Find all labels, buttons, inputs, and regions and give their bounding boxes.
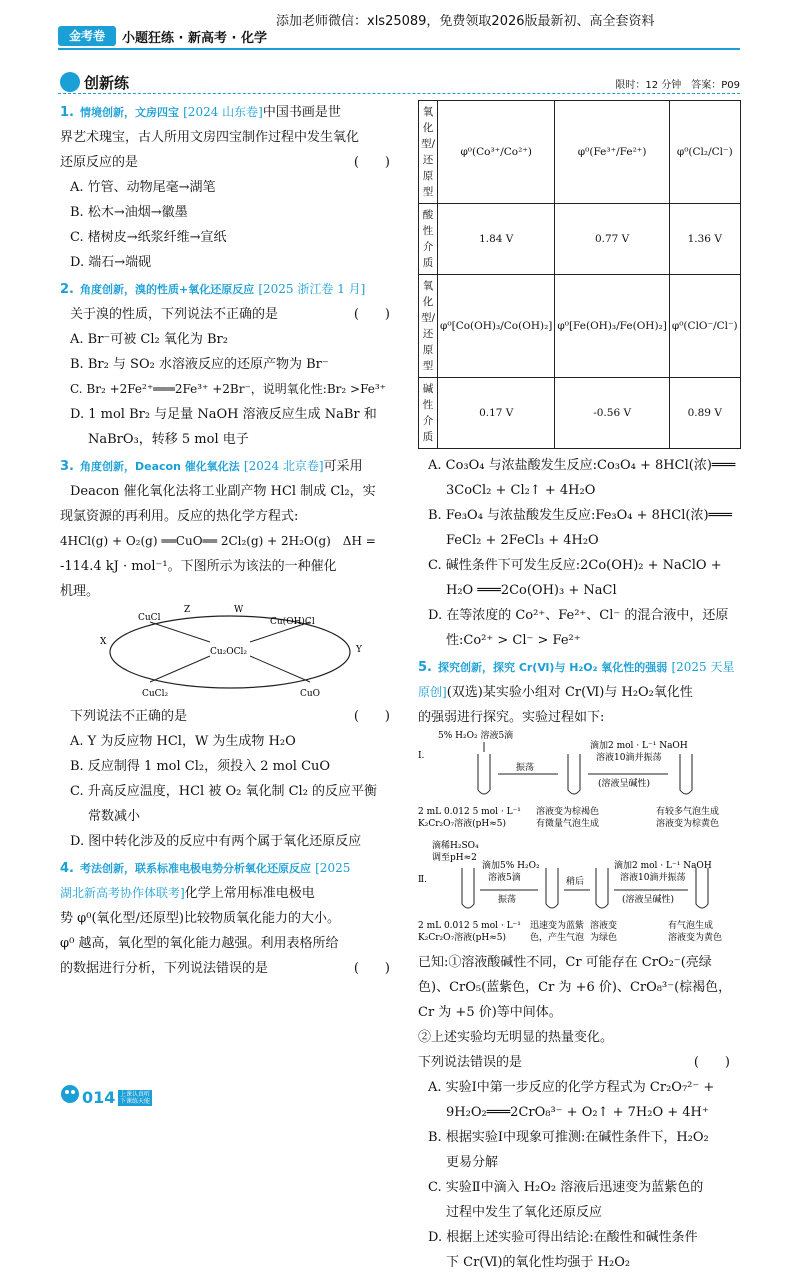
exp2-step3b: 溶液10滴并振荡 — [620, 873, 686, 883]
right-column — [418, 100, 740, 1275]
series-badge: 金考卷 — [58, 26, 116, 46]
q2-answer-blank: ( ) — [353, 307, 390, 322]
exp2-step3a: 滴加2 mol · L⁻¹ NaOH — [614, 861, 712, 871]
q1-stem-1: 中国书画是世 — [262, 105, 341, 120]
q3-option-a: A. Y 为反应物 HCl，W 为生成物 H₂O — [70, 734, 296, 749]
q5-known-4: ②上述实验均无明显的热量变化。 — [418, 1030, 614, 1045]
watermark-text: 添加老师微信：xls25089，免费领取2026版最新初、高全套资料 — [276, 14, 655, 29]
q4-source: [2025 — [315, 861, 351, 875]
table-cell: 0.17 V — [438, 378, 555, 449]
exp2-step1c: 振荡 — [498, 895, 517, 905]
series-title: 小题狂练 · 新高考 · 化学 — [122, 31, 267, 46]
exp2-tube-4 — [696, 868, 708, 908]
q3-ask: 下列说法不正确的是 — [70, 709, 188, 724]
exp1-b3a: 有较多气泡生成 — [656, 807, 720, 817]
exp1-b3b: 溶液变为棕黄色 — [656, 819, 720, 829]
q5-option-c-2: 过程中发生了氧化还原反应 — [446, 1205, 603, 1220]
q1-option-b: B. 松木→油烟→徽墨 — [70, 205, 188, 220]
exp1-b1b: K₂Cr₂O₇溶液(pH≈5) — [418, 819, 507, 829]
header-rule — [58, 48, 740, 50]
table-cell: 0.77 V — [555, 204, 669, 275]
q4-option-c-1: C. 碱性条件下可发生反应:2Co(OH)₂ + NaClO + — [428, 558, 722, 573]
q2-option-d-2: NaBrO₃，转移 5 mol 电子 — [88, 432, 249, 447]
q5-option-a-2: 9H₂O₂═══2CrO₈³⁻ + O₂↑ + 7H₂O + 4H⁺ — [446, 1105, 709, 1120]
q5-number: 5. — [418, 660, 432, 675]
table-cell: 1.84 V — [438, 204, 555, 275]
table-cell: 酸性介质 — [419, 204, 438, 275]
exp2-tube-1 — [462, 868, 474, 908]
q5-option-d-2: 下 Cr(Ⅵ)的氧化性均强于 H₂O₂ — [446, 1255, 631, 1270]
diagram-label-x: X — [100, 637, 107, 647]
q4-option-b-1: B. Fe₃O₄ 与浓盐酸发生反应:Fe₃O₄ + 8HCl(浓)═══ — [428, 508, 732, 523]
q2-tag: 角度创新，溴的性质+氧化还原反应 — [79, 283, 255, 296]
q5-option-c-1: C. 实验Ⅱ中滴入 H₂O₂ 溶液后迅速变为蓝紫色的 — [428, 1180, 704, 1195]
exp2-b4a: 有气泡生成 — [668, 921, 714, 931]
catalytic-cycle-diagram — [60, 604, 400, 704]
question-3 — [60, 454, 400, 854]
q2-option-a: A. Br⁻可被 Cl₂ 氧化为 Br₂ — [70, 332, 228, 347]
exp2-b2b: 色，产生气泡 — [530, 933, 585, 943]
table-cell: 氧化型/还原型 — [419, 275, 438, 378]
q5-source-2: 原创] — [418, 685, 447, 699]
question-4 — [60, 856, 400, 981]
q2-stem: 关于溴的性质，下列说法不正确的是 — [70, 307, 279, 322]
diagram-label-z: Z — [184, 605, 191, 615]
q4-answer-blank: ( ) — [353, 961, 390, 976]
footer-tag — [118, 1090, 152, 1106]
table-cell: 碱性介质 — [419, 378, 438, 449]
q5-stem-1: (双选)某实验小组对 Cr(Ⅵ)与 H₂O₂氧化性 — [446, 685, 693, 700]
footer-tag-line-2: 下课练天能 — [120, 1098, 151, 1105]
q2-source: [2025 浙江卷 1 月] — [258, 282, 366, 296]
q1-source: [2024 山东卷] — [183, 105, 263, 119]
exp2-b3a: 溶液变 — [590, 921, 618, 931]
q3-answer-blank: ( ) — [353, 709, 390, 724]
page-number: 014 — [82, 1088, 116, 1107]
q5-tag: 探究创新，探究 Cr(Ⅵ)与 H₂O₂ 氧化性的强弱 — [437, 661, 668, 674]
table-row — [419, 101, 741, 204]
exp2-b2a: 迅速变为蓝紫 — [530, 921, 585, 931]
q4-option-a-2: 3CoCl₂ + Cl₂↑ + 4H₂O — [446, 483, 596, 498]
exp1-step2b: 溶液10滴并振荡 — [596, 753, 662, 763]
exp1-step1: 振荡 — [516, 763, 535, 773]
question-5 — [418, 655, 740, 1275]
q5-known-3: Cr 为 +5 价)等中间体。 — [418, 1005, 562, 1020]
exp2-b3b: 为绿色 — [590, 933, 618, 943]
diagram-label-cucl2: CuCl₂ — [142, 689, 169, 699]
q1-stem-3: 还原反应的是 — [60, 155, 139, 170]
q5-known-2: 色)、CrO₅(蓝紫色，Cr 为 +6 价)、CrO₈³⁻(棕褐色， — [418, 980, 732, 995]
exp2-b4b: 溶液变为黄色 — [668, 933, 723, 943]
q4-number: 4. — [60, 861, 74, 876]
section-rule — [58, 93, 740, 94]
exp1-b2a: 溶液变为棕褐色 — [536, 807, 600, 817]
q4-source-2: 湖北新高考协作体联考] — [60, 886, 185, 900]
left-column — [60, 100, 400, 981]
exp2-b1b: K₂Cr₂O₇溶液(pH≈5) — [418, 933, 507, 943]
exp2-step1b: 溶液5滴 — [488, 873, 521, 883]
q1-option-a: A. 竹管、动物尾毫→湖笔 — [70, 180, 216, 195]
table-cell: φ⁰(Fe³⁺/Fe²⁺) — [555, 101, 669, 204]
q4-tag: 考法创新，联系标准电极电势分析氧化还原反应 — [79, 862, 311, 875]
q5-stem-2: 的强弱进行探究。实验过程如下: — [418, 710, 605, 725]
section-icon — [60, 72, 80, 92]
q1-stem-2: 界艺术瑰宝，古人所用文房四宝制作过程中发生氧化 — [60, 130, 360, 145]
mascot-icon — [58, 1082, 82, 1112]
exp2-b1a: 2 mL 0.012 5 mol · L⁻¹ — [418, 921, 521, 931]
table-cell: φ⁰[Co(OH)₃/Co(OH)₂] — [438, 275, 555, 378]
q3-stem-4: 机理。 — [60, 584, 100, 599]
q3-option-d: D. 图中转化涉及的反应中有两个属于氧化还原反应 — [70, 834, 362, 849]
experiment-2-diagram — [418, 838, 740, 950]
q5-source: [2025 天星 — [671, 660, 735, 674]
q1-tag: 情境创新，文房四宝 — [79, 106, 179, 119]
q2-option-c: C. Br₂ +2Fe²⁺═══2Fe³⁺ +2Br⁻，说明氧化性:Br₂ >Fe³⁺ — [70, 382, 386, 396]
q1-number: 1. — [60, 105, 74, 120]
diagram-label-w: W — [234, 605, 244, 615]
q5-ask: 下列说法错误的是 — [418, 1055, 523, 1070]
exp1-label: Ⅰ. — [418, 751, 425, 761]
q5-known-1: 已知:①溶液酸碱性不同，Cr 可能存在 CrO₂⁻(亮绿 — [418, 955, 712, 970]
q3-equation-2: -114.4 kJ · mol⁻¹。下图所示为该法的一种催化 — [60, 559, 337, 574]
q4-option-c-2: H₂O ═══2Co(OH)₃ + NaCl — [446, 583, 617, 598]
exp1-b1a: 2 mL 0.012 5 mol · L⁻¹ — [418, 807, 521, 817]
q3-option-c-2: 常数减小 — [88, 809, 141, 824]
exp2-label: Ⅱ. — [418, 875, 427, 885]
footer-tag-line-1: 上课认真听 — [120, 1091, 151, 1098]
exp1-b2b: 有微量气泡生成 — [536, 819, 600, 829]
exp1-step2a: 滴加2 mol · L⁻¹ NaOH — [590, 741, 688, 751]
exp1-tube-2 — [568, 754, 580, 794]
potential-table — [418, 100, 741, 449]
q3-stem-3: 现氯资源的再利用。反应的热化学方程式: — [60, 509, 299, 524]
q1-option-c: C. 楮树皮→纸浆纤维→宣纸 — [70, 230, 227, 245]
q3-option-b: B. 反应制得 1 mol Cl₂，须投入 2 mol CuO — [70, 759, 331, 774]
table-cell: φ⁰(ClO⁻/Cl⁻) — [669, 275, 740, 378]
diagram-label-cuo: CuO — [300, 689, 321, 699]
q2-option-b: B. Br₂ 与 SO₂ 水溶液反应的还原产物为 Br⁻ — [70, 357, 329, 372]
table-cell: 1.36 V — [669, 204, 740, 275]
table-row — [419, 378, 741, 449]
section-title: 创新练 — [84, 74, 130, 92]
exp2-step3c: (溶液呈碱性) — [622, 895, 675, 905]
question-2 — [60, 277, 400, 452]
table-cell: φ⁰(Co³⁺/Co²⁺) — [438, 101, 555, 204]
table-row — [419, 275, 741, 378]
q3-option-c-1: C. 升高反应温度，HCl 被 O₂ 氧化制 Cl₂ 的反应平衡 — [70, 784, 378, 799]
q2-number: 2. — [60, 282, 74, 297]
exp2-step1a: 滴加5% H₂O₂ — [482, 861, 540, 871]
table-row — [419, 204, 741, 275]
exp1-tube-3 — [680, 754, 692, 794]
experiment-1-diagram — [418, 730, 740, 838]
q3-stem-2: Deacon 催化氧化法将工业副产物 HCl 制成 Cl₂，实 — [70, 484, 376, 499]
q3-equation: 4HCl(g) + O₂(g) ══CuO══ 2Cl₂(g) + 2H₂O(g) ΔH = — [60, 534, 376, 548]
q4-stem-3: φ⁰ 越高，氧化型的氧化能力越强。利用表格所给 — [60, 936, 339, 951]
exp1-top: 5% H₂O₂ 溶液5滴 — [438, 731, 514, 741]
table-cell: φ⁰[Fe(OH)₃/Fe(OH)₂] — [555, 275, 669, 378]
q3-source: [2024 北京卷] — [243, 459, 324, 473]
diagram-label-cucl: CuCl — [138, 613, 161, 623]
table-cell: 氧化型/还原型 — [419, 101, 438, 204]
exp2-top2: 调至pH≈2 — [432, 853, 477, 863]
question-1 — [60, 100, 400, 275]
exp2-top1: 滴稀H₂SO₄ — [432, 841, 479, 851]
diagram-label-cu2ocl2: Cu₂OCl₂ — [210, 647, 248, 657]
q4-stem-2: 势 φ⁰(氧化型/还原型)比较物质氧化能力的大小。 — [60, 911, 340, 926]
exp1-tube-1 — [478, 754, 490, 794]
q4-stem-1: 化学上常用标准电极电 — [184, 886, 315, 901]
q3-tag: 角度创新，Deacon 催化氧化法 — [79, 460, 240, 473]
table-cell: 0.89 V — [669, 378, 740, 449]
section-meta: 限时：12 分钟 答案：P09 — [615, 80, 740, 91]
exp2-tube-2 — [546, 868, 558, 908]
q5-option-b-1: B. 根据实验Ⅰ中现象可推测:在碱性条件下，H₂O₂ — [428, 1130, 709, 1145]
q1-answer-blank: ( ) — [353, 155, 390, 170]
q3-number: 3. — [60, 459, 74, 474]
exp2-tube-3 — [596, 868, 608, 908]
diagram-label-cuohcl: Cu(OH)Cl — [270, 617, 315, 627]
table-cell: φ⁰(Cl₂/Cl⁻) — [669, 101, 740, 204]
q3-stem-1: 可采用 — [323, 459, 363, 474]
q2-option-d-1: D. 1 mol Br₂ 与足量 NaOH 溶液反应生成 NaBr 和 — [70, 407, 377, 422]
q4-stem-4: 的数据进行分析，下列说法错误的是 — [60, 961, 269, 976]
q4-option-d-1: D. 在等浓度的 Co²⁺、Fe²⁺、Cl⁻ 的混合液中，还原 — [428, 608, 729, 623]
q4-option-d-2: 性:Co²⁺ > Cl⁻ > Fe²⁺ — [446, 633, 581, 648]
exp2-step2: 稍后 — [566, 877, 585, 887]
q5-answer-blank: ( ) — [693, 1055, 730, 1070]
table-cell: -0.56 V — [555, 378, 669, 449]
diagram-label-y: Y — [356, 645, 362, 655]
q5-option-b-2: 更易分解 — [446, 1155, 499, 1170]
q5-option-d-1: D. 根据上述实验可得出结论:在酸性和碱性条件 — [428, 1230, 698, 1245]
q1-option-d: D. 端石→端砚 — [70, 255, 152, 270]
q4-option-a-1: A. Co₃O₄ 与浓盐酸发生反应:Co₃O₄ + 8HCl(浓)═══ — [428, 458, 736, 473]
exp1-step2c: (溶液呈碱性) — [598, 779, 651, 789]
q4-option-b-2: FeCl₂ + 2FeCl₃ + 4H₂O — [446, 533, 599, 548]
q5-option-a-1: A. 实验Ⅰ中第一步反应的化学方程式为 Cr₂O₇²⁻ + — [428, 1080, 715, 1095]
